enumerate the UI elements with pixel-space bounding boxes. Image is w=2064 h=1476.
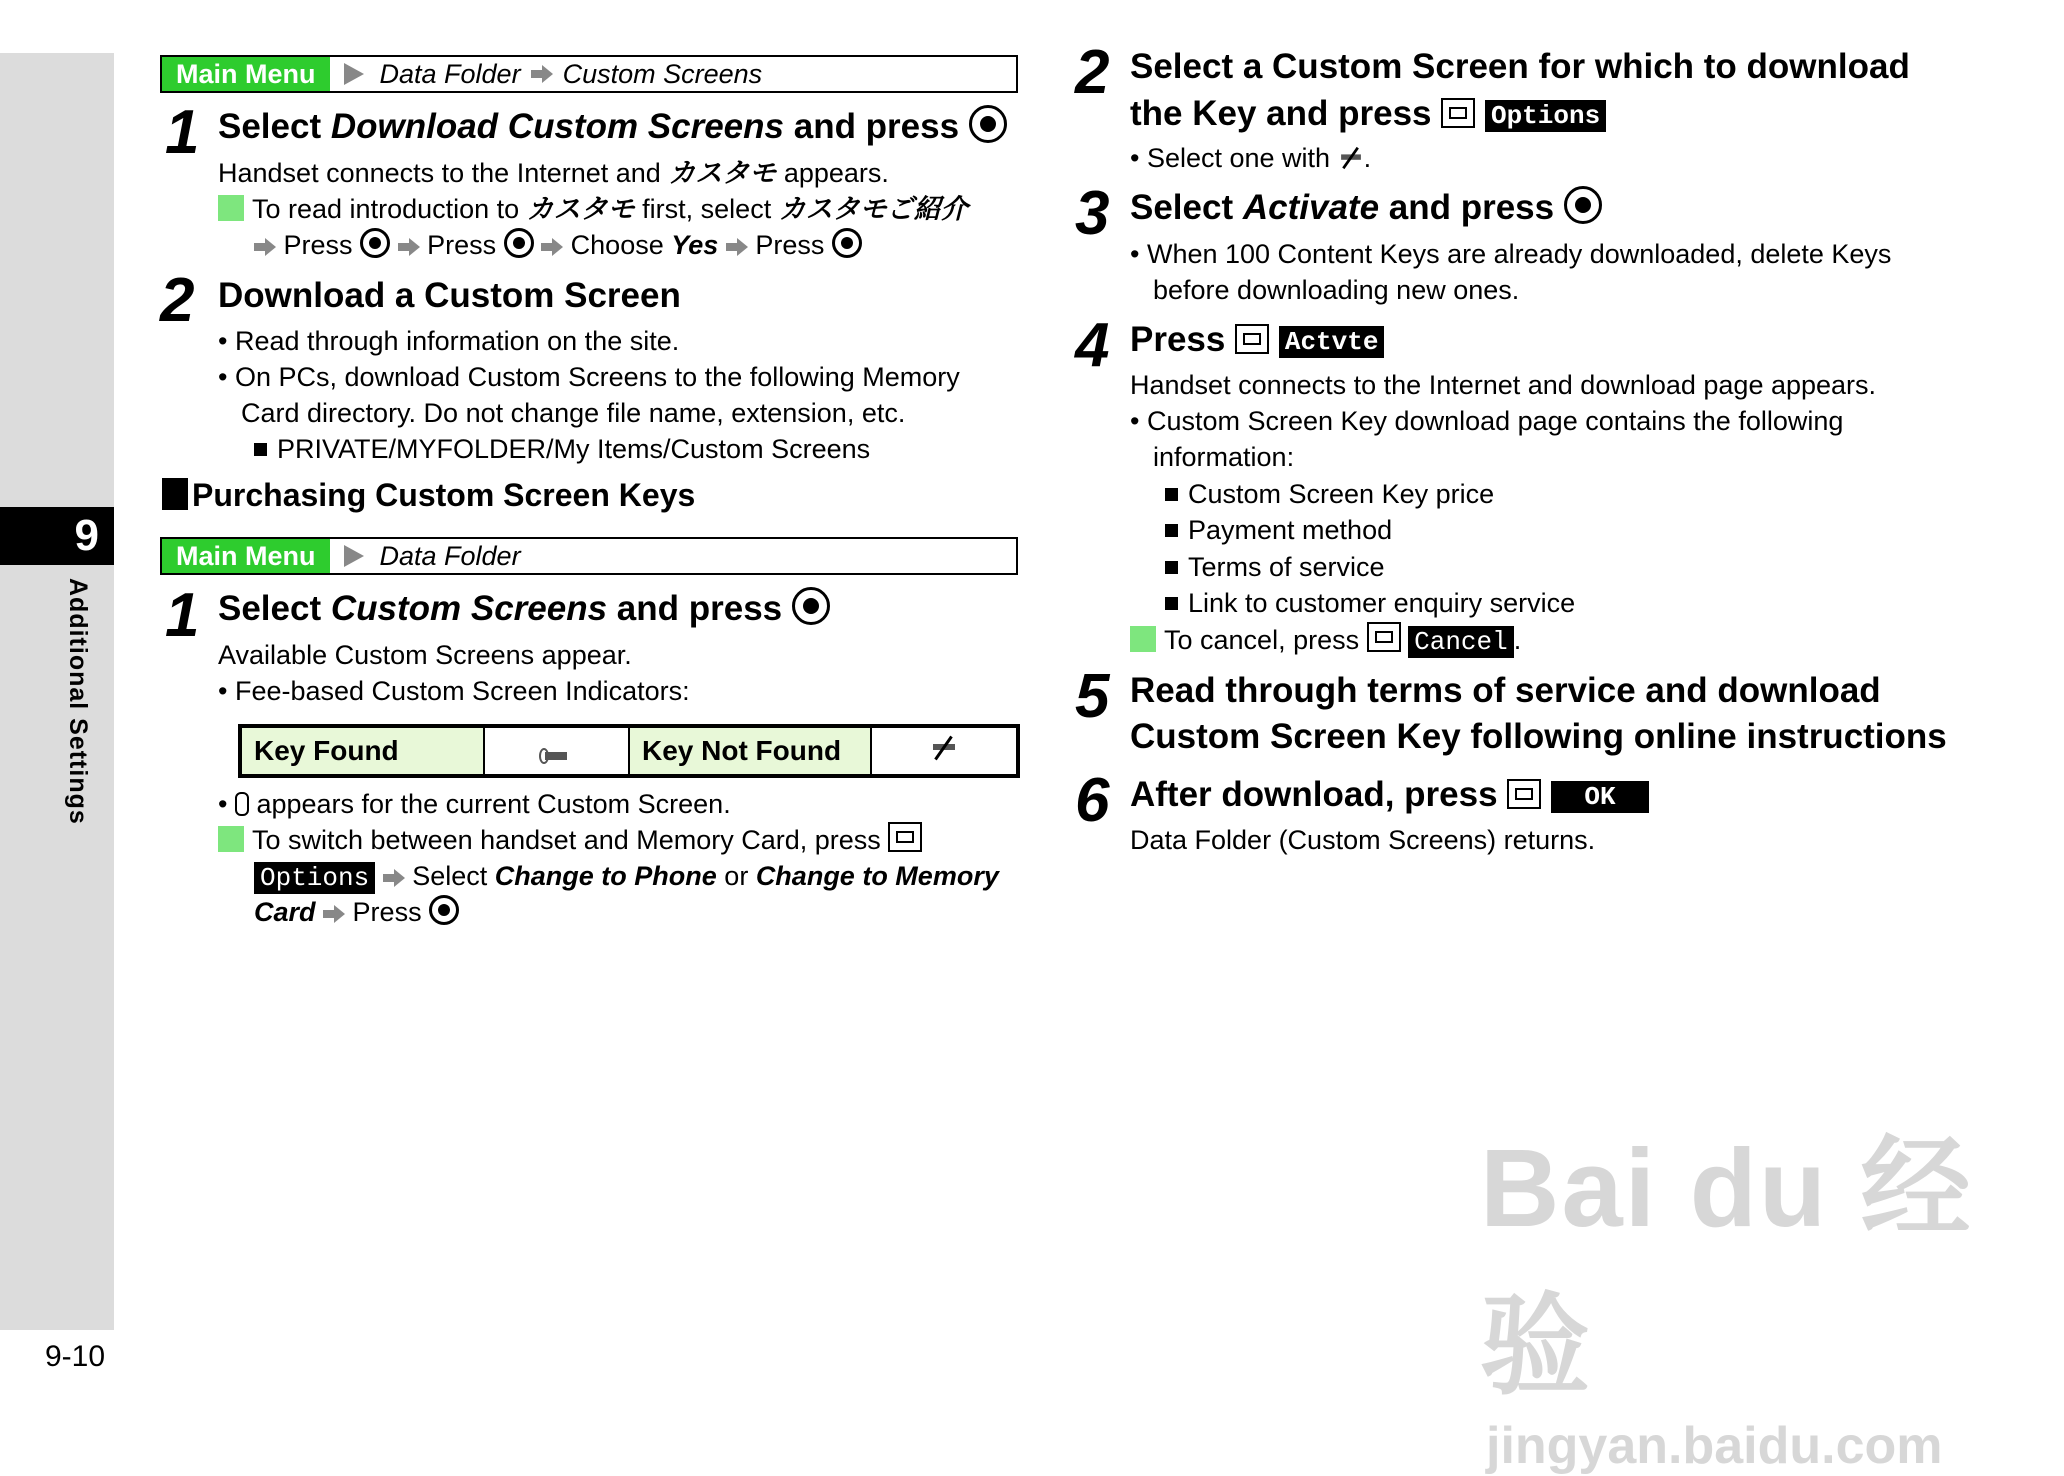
key-not-found-label: Key Not Found (629, 726, 871, 776)
note-icon (218, 195, 244, 221)
chapter-sidebar (0, 53, 114, 1330)
step-description: Handset connects to the Internet and カスタモ appears. (218, 158, 889, 188)
options-softkey: Options (1485, 100, 1606, 132)
menu-path (344, 59, 763, 90)
list-item: Terms of service (1165, 549, 1385, 585)
triangle-icon (344, 545, 364, 567)
bullet: • On PCs, download Custom Screens to the following Memory (218, 362, 960, 392)
directory-path: PRIVATE/MYFOLDER/My Items/Custom Screens (254, 431, 870, 467)
note: To switch between handset and Memory Card, press (218, 822, 922, 858)
bullet: • When 100 Content Keys are already downloaded, delete Keys (1130, 239, 1892, 269)
step-number: 5 (1075, 662, 1110, 731)
arrow-icon (383, 869, 405, 887)
step-number: 3 (1075, 179, 1110, 248)
ok-softkey: OK (1551, 781, 1649, 813)
key-found-label: Key Found (240, 726, 484, 776)
square-bullet-icon (1165, 524, 1178, 537)
path-custom-screens: Custom Screens (562, 58, 763, 89)
arrow-icon (531, 65, 553, 83)
center-key-icon (792, 587, 830, 625)
step-number: 4 (1075, 311, 1110, 380)
square-bullet-icon (1165, 561, 1178, 574)
cancel-softkey: Cancel (1408, 626, 1514, 658)
menu-path-bar (160, 537, 1018, 575)
note-navigation: Press Press Choose Yes Press (254, 227, 862, 263)
mail-key-icon (1441, 98, 1475, 128)
step-number: 2 (160, 266, 195, 335)
step-description: Available Custom Screens appear. (218, 640, 632, 670)
bullet-continuation: information: (1153, 442, 1295, 472)
arrow-icon (323, 905, 345, 923)
list-item: Link to customer enquiry service (1165, 585, 1575, 621)
bullet-continuation: before downloading new ones. (1153, 275, 1520, 305)
step-description: Handset connects to the Internet and download page appears. (1130, 370, 1877, 400)
center-key-icon (1564, 186, 1602, 224)
key-not-found-icon (1339, 146, 1362, 169)
chapter-number: 9 (0, 507, 114, 565)
chapter-title: Additional Settings (64, 578, 92, 825)
arrow-icon (254, 238, 276, 256)
list-item: Payment method (1165, 512, 1392, 548)
mail-key-icon (1507, 779, 1541, 809)
list-item: Custom Screen Key price (1165, 476, 1494, 512)
watermark-logo: Bai du 经验 (1480, 1127, 1973, 1408)
path-data-folder: Data Folder (379, 540, 521, 571)
square-bullet-icon (1165, 597, 1178, 610)
square-bullet-icon (1165, 488, 1178, 501)
step-heading: Select Custom Screens and press (218, 586, 830, 632)
arrow-icon (726, 238, 748, 256)
clear-key-icon (1367, 622, 1401, 652)
step-heading: Press Actvte (1130, 317, 1384, 363)
section-marker-icon (162, 478, 188, 510)
arrow-icon (398, 238, 420, 256)
step-number: 1 (165, 98, 200, 167)
main-menu-label: Main Menu (162, 57, 330, 91)
bullet-continuation: Card directory. Do not change file name, extension, etc. (241, 398, 906, 428)
center-key-icon (429, 895, 459, 925)
mail-key-icon (888, 822, 922, 852)
step-heading: the Key and press Options (1130, 91, 1606, 137)
current-screen-icon (235, 792, 249, 816)
center-key-icon (504, 228, 534, 258)
key-not-found-icon (931, 735, 957, 761)
activate-softkey: Actvte (1279, 326, 1385, 358)
note-navigation: Card Press (254, 894, 459, 930)
key-indicator-table (238, 724, 1020, 778)
step-heading: Select a Custom Screen for which to download (1130, 47, 1910, 86)
mail-key-icon (1235, 324, 1269, 354)
step-heading: Select Activate and press (1130, 185, 1602, 231)
step-number: 1 (165, 581, 200, 650)
watermark-url: jingyan.baidu.com (1486, 1417, 1943, 1475)
note-navigation: Options Select Change to Phone or Change to Memory (254, 858, 999, 894)
arrow-icon (541, 238, 563, 256)
key-found-icon (545, 752, 567, 760)
baidu-watermark (1480, 1100, 2064, 1476)
step-heading: After download, press OK (1130, 772, 1649, 818)
bullet: • Read through information on the site. (218, 326, 680, 356)
center-key-icon (832, 228, 862, 258)
menu-path-bar (160, 55, 1018, 93)
page-number: 9-10 (45, 1340, 106, 1373)
path-data-folder: Data Folder (379, 58, 521, 89)
section-heading: Purchasing Custom Screen Keys (162, 475, 695, 515)
note-icon (1130, 626, 1156, 652)
menu-path (344, 541, 521, 572)
bullet: • Select one with . (1130, 143, 1372, 173)
bullet: • Custom Screen Key download page contains the following (1130, 406, 1844, 436)
bullet: • Fee-based Custom Screen Indicators: (218, 676, 690, 706)
square-bullet-icon (254, 443, 267, 456)
main-menu-label: Main Menu (162, 539, 330, 573)
note-icon (218, 826, 244, 852)
step-number: 2 (1075, 38, 1110, 107)
center-key-icon (969, 105, 1007, 143)
center-key-icon (360, 228, 390, 258)
options-softkey: Options (254, 862, 375, 894)
note: To read introduction to カスタモ first, select カスタモご紹介 (218, 191, 968, 227)
step-heading: Custom Screen Key following online instructions (1130, 717, 1947, 756)
step-heading: Read through terms of service and download (1130, 671, 1881, 710)
triangle-icon (344, 63, 364, 85)
step-description: Data Folder (Custom Screens) returns. (1130, 825, 1596, 855)
bullet: • appears for the current Custom Screen. (218, 789, 731, 819)
step-heading: Download a Custom Screen (218, 276, 681, 315)
step-heading: Select Download Custom Screens and press (218, 104, 1007, 150)
note: To cancel, press Cancel . (1130, 622, 1521, 658)
step-number: 6 (1075, 766, 1110, 835)
